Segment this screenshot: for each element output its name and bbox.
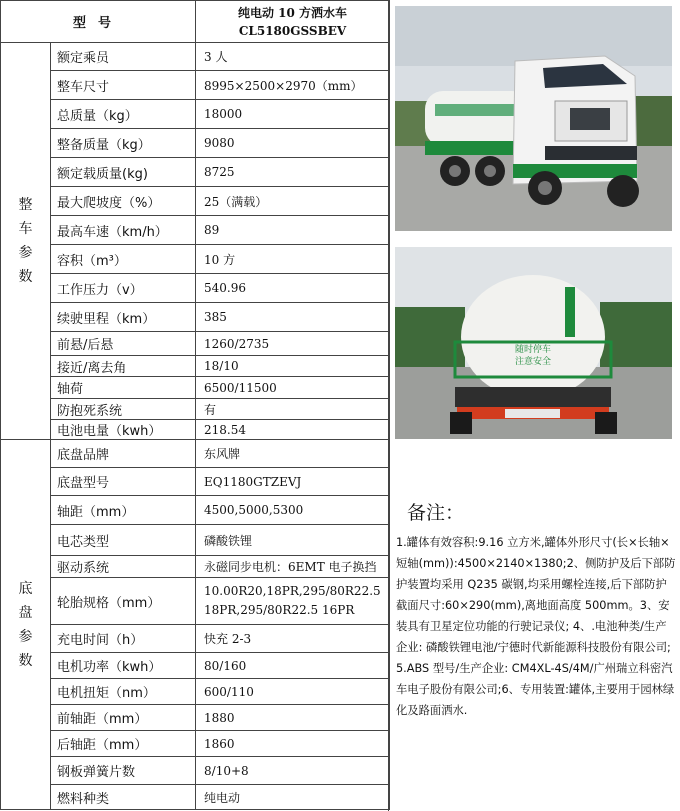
chassis-params-group: 底 盘 参 数 [1, 440, 51, 810]
param-value: 1880 [196, 705, 390, 731]
table-row [1, 377, 390, 399]
param-name: 前轴距（mm） [51, 705, 196, 731]
rear-sign-line1: 随时停车 [514, 345, 552, 355]
param-name: 工作压力（v） [51, 274, 196, 303]
param-value: 8/10+8 [196, 757, 390, 785]
table-row [1, 440, 390, 468]
table-row [1, 216, 390, 245]
param-name: 容积（m³） [51, 245, 196, 274]
param-name: 防抱死系统 [51, 399, 196, 420]
param-value: 385 [196, 303, 390, 332]
param-name: 驱动系统 [51, 556, 196, 578]
param-value: 218.54 [196, 420, 390, 440]
param-name: 轮胎规格（mm） [51, 578, 196, 625]
param-value: 9080 [196, 129, 390, 158]
param-name: 最高车速（km/h） [51, 216, 196, 245]
table-row [1, 356, 390, 377]
param-name: 整车尺寸 [51, 71, 196, 100]
param-value: 18/10 [196, 356, 390, 377]
param-value: 6500/11500 [196, 377, 390, 399]
param-name: 前悬/后悬 [51, 332, 196, 356]
param-value: 4500,5000,5300 [196, 496, 390, 525]
param-value: 快充 2-3 [196, 625, 390, 653]
table-row [1, 705, 390, 731]
table-row [1, 187, 390, 216]
param-value: 永磁同步电机：6EMT 电子换挡 [196, 556, 390, 578]
model-header-label: 型号 [1, 1, 196, 43]
table-row [1, 332, 390, 356]
param-name: 电芯类型 [51, 525, 196, 556]
table-row [1, 129, 390, 158]
param-value: 东风牌 [196, 440, 390, 468]
param-name: 电池电量（kwh） [51, 420, 196, 440]
param-name: 底盘品牌 [51, 440, 196, 468]
param-name: 额定载质量(kg) [51, 158, 196, 187]
param-value: 8725 [196, 158, 390, 187]
table-row [1, 303, 390, 332]
table-row [1, 43, 390, 71]
param-name: 钢板弹簧片数 [51, 757, 196, 785]
param-name: 后轴距（mm） [51, 731, 196, 757]
param-name: 额定乘员 [51, 43, 196, 71]
table-row [1, 679, 390, 705]
param-name: 底盘型号 [51, 468, 196, 496]
table-row [1, 757, 390, 785]
param-name: 轴荷 [51, 377, 196, 399]
table-row [1, 578, 390, 625]
param-value: 25（满载） [196, 187, 390, 216]
table-row [1, 468, 390, 496]
param-value: 1260/2735 [196, 332, 390, 356]
remarks-text: 1.罐体有效容积:9.16 立方米,罐体外形尺寸(长×长轴×短轴(mm)):4500×2140×1380;2、侧防护及后下部防护装置均采用 Q235 碳钢,均采用螺栓连接,后下部防护截面尺寸:60×290(mm),离地面高度 500mm。3、安装具有卫星定位功能的行驶记录仪; 4、.电池种类/生产企业: 磷酸铁锂电池/宁德时代新能源科技股份有限公司;5.ABS 型号/生产企业: CM4XL-4S/4M/广州瑞立科密汽车电子股份有限公司;6、专用装置:罐体,主要用于园林绿化及路面洒水. [396, 536, 676, 717]
param-name: 充电时间（h） [51, 625, 196, 653]
param-value: 纯电动 [196, 785, 390, 810]
table-row [1, 71, 390, 100]
param-name: 电机扭矩（nm） [51, 679, 196, 705]
remarks-title: 备注： [407, 502, 465, 524]
table-row [1, 556, 390, 578]
param-value: EQ1180GTZEVJ [196, 468, 390, 496]
param-value: 540.96 [196, 274, 390, 303]
param-value: 10.00R20,18PR,295/80R22.5 18PR,295/80R22.5 16PR [196, 578, 390, 625]
table-row [1, 274, 390, 303]
param-value: 有 [196, 399, 390, 420]
rear-sign-line2: 注意安全 [514, 357, 552, 367]
table-row [1, 420, 390, 440]
table-row [1, 100, 390, 129]
model-name: 纯电动 10 方洒水车 [237, 5, 348, 20]
param-name: 燃料种类 [51, 785, 196, 810]
param-name: 最大爬坡度（%） [51, 187, 196, 216]
vehicle-params-group: 整 车 参 数 [1, 43, 51, 440]
table-row [1, 158, 390, 187]
param-name: 电机功率（kwh） [51, 653, 196, 679]
param-name: 接近/离去角 [51, 356, 196, 377]
param-value: 600/110 [196, 679, 390, 705]
table-row [1, 653, 390, 679]
param-value: 89 [196, 216, 390, 245]
model-header-value [196, 1, 390, 43]
table-row [1, 496, 390, 525]
truck-rear-photo [395, 247, 672, 439]
param-value: 8995×2500×2970（mm） [196, 71, 390, 100]
table-row [1, 245, 390, 274]
param-value: 3 人 [196, 43, 390, 71]
param-value: 18000 [196, 100, 390, 129]
table-row [1, 525, 390, 556]
param-value: 10 方 [196, 245, 390, 274]
table-row [1, 399, 390, 420]
param-name: 总质量（kg） [51, 100, 196, 129]
param-value: 磷酸铁锂 [196, 525, 390, 556]
table-row [1, 785, 390, 810]
param-value: 1860 [196, 731, 390, 757]
table-row [1, 731, 390, 757]
truck-front-photo [395, 6, 672, 231]
param-name: 整备质量（kg） [51, 129, 196, 158]
model-code: CL5180GSSBEV [238, 23, 347, 38]
table-right-border [388, 0, 389, 811]
param-name: 轴距（mm） [51, 496, 196, 525]
table-row [1, 625, 390, 653]
param-name: 续驶里程（km） [51, 303, 196, 332]
param-value: 80/160 [196, 653, 390, 679]
